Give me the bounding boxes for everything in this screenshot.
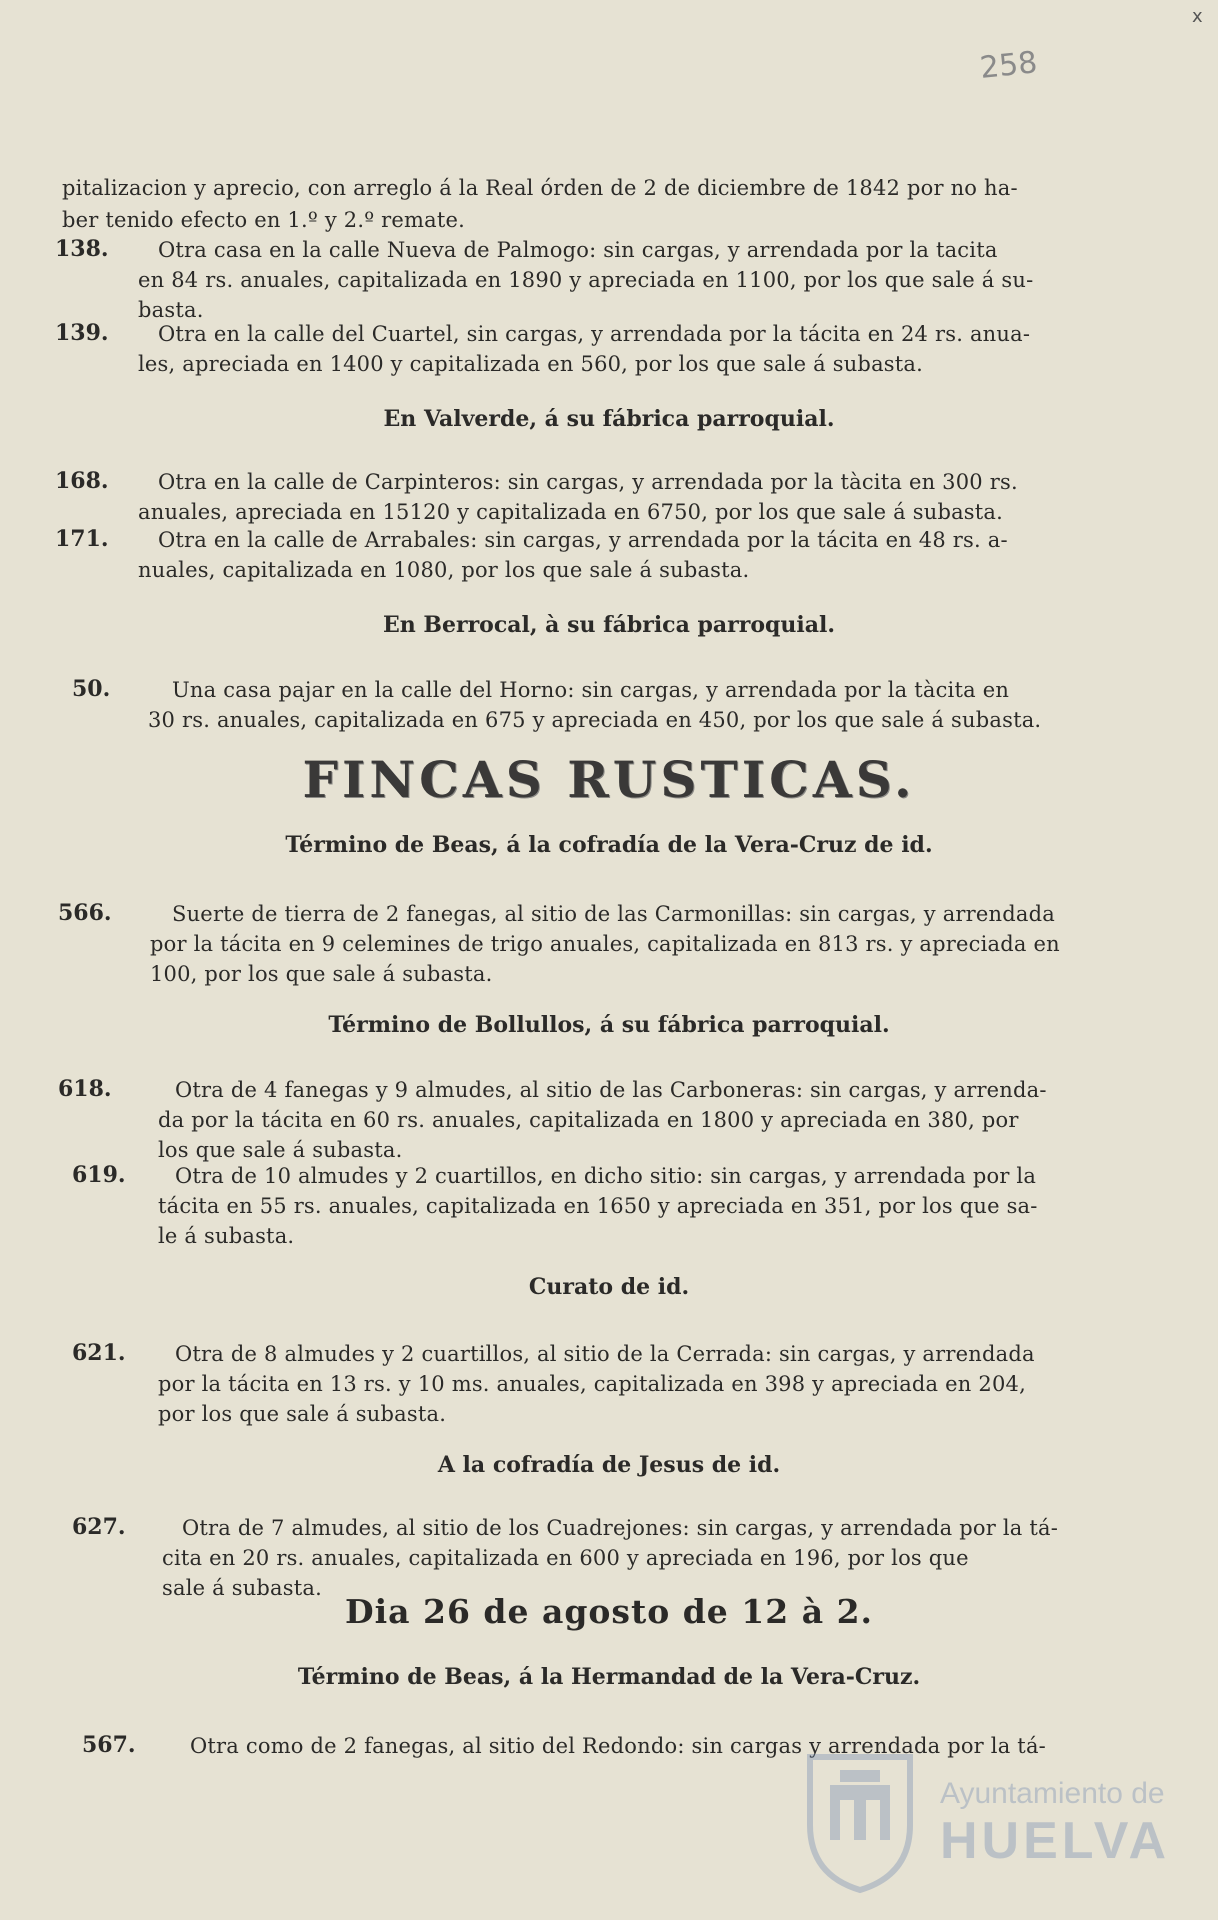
entry-line: por los que sale á subasta. bbox=[158, 1402, 447, 1426]
entry-number: 138. bbox=[55, 236, 109, 262]
entry-line: anuales, apreciada en 15120 y capitalizada en 6750, por los que sale á subasta. bbox=[138, 500, 1004, 524]
section-heading: A la cofradía de Jesus de id. bbox=[437, 1452, 781, 1478]
entry-line: Otra de 7 almudes, al sitio de los Cuadrejones: sin cargas, y arrendada por la tá- bbox=[182, 1516, 1058, 1540]
entry-line: Otra en la calle de Carpinteros: sin cargas, y arrendada por la tàcita en 300 rs. bbox=[158, 470, 1018, 494]
entry-line: Otra en la calle del Cuartel, sin cargas, y arrendada por la tácita en 24 rs. anua- bbox=[158, 322, 1031, 346]
date-title: Dia 26 de agosto de 12 à 2. bbox=[344, 1592, 874, 1631]
intro-line-2: ber tenido efecto en 1.º y 2.º remate. bbox=[62, 208, 465, 232]
shield-icon bbox=[800, 1745, 920, 1895]
corner-mark: x bbox=[1192, 6, 1203, 27]
entry-line: les, apreciada en 1400 y capitalizada en 560, por los que sale á subasta. bbox=[138, 352, 924, 376]
entry-number: 50. bbox=[72, 676, 111, 702]
entry-line: sale á subasta. bbox=[162, 1576, 322, 1600]
entry-line: da por la tácita en 60 rs. anuales, capitalizada en 1800 y apreciada en 380, por bbox=[158, 1108, 1019, 1132]
entry-line: 100, por los que sale á subasta. bbox=[150, 962, 493, 986]
entry-line: Una casa pajar en la calle del Horno: sin cargas, y arrendada por la tàcita en bbox=[172, 678, 1010, 702]
entry-line: Otra en la calle de Arrabales: sin cargas, y arrendada por la tácita en 48 rs. a- bbox=[158, 528, 1008, 552]
entry-number: 168. bbox=[55, 468, 109, 494]
watermark-logo bbox=[800, 1745, 1180, 1895]
entry-number: 171. bbox=[55, 526, 109, 552]
entry-line: por la tácita en 9 celemines de trigo anuales, capitalizada en 813 rs. y apreciada en bbox=[150, 932, 1060, 956]
section-heading: Curato de id. bbox=[528, 1274, 690, 1300]
section-heading: En Valverde, á su fábrica parroquial. bbox=[383, 406, 835, 432]
entry-line: nuales, capitalizada en 1080, por los que sale á subasta. bbox=[138, 558, 750, 582]
section-heading: Término de Beas, á la Hermandad de la Vera-Cruz. bbox=[297, 1664, 921, 1690]
entry-line: cita en 20 rs. anuales, capitalizada en 600 y apreciada en 196, por los que bbox=[162, 1546, 969, 1570]
entry-line: en 84 rs. anuales, capitalizada en 1890 y apreciada en 1100, por los que sale á su- bbox=[138, 268, 1034, 292]
entry-number: 618. bbox=[58, 1076, 112, 1102]
entry-number: 619. bbox=[72, 1162, 126, 1188]
entry-line: basta. bbox=[138, 298, 204, 322]
entry-number: 139. bbox=[55, 320, 109, 346]
entry-number: 621. bbox=[72, 1340, 126, 1366]
entry-number: 567. bbox=[82, 1732, 136, 1758]
page-number: 258 bbox=[978, 45, 1039, 86]
entry-line: Otra de 8 almudes y 2 cuartillos, al sitio de la Cerrada: sin cargas, y arrendada bbox=[175, 1342, 1035, 1366]
entry-line: 30 rs. anuales, capitalizada en 675 y apreciada en 450, por los que sale á subasta. bbox=[148, 708, 1042, 732]
entry-line: Otra de 4 fanegas y 9 almudes, al sitio de las Carboneras: sin cargas, y arrenda- bbox=[175, 1078, 1047, 1102]
entry-line: Otra casa en la calle Nueva de Palmogo: sin cargas, y arrendada por la tacita bbox=[158, 238, 998, 262]
entry-number: 627. bbox=[72, 1514, 126, 1540]
entry-line: le á subasta. bbox=[158, 1224, 295, 1248]
section-heading: Término de Beas, á la cofradía de la Vera-Cruz de id. bbox=[285, 832, 933, 858]
main-title: FINCAS RUSTICAS. bbox=[302, 750, 916, 809]
entry-line: Otra como de 2 fanegas, al sitio del Redondo: sin cargas y arrendada por la tá- bbox=[190, 1734, 1046, 1758]
entry-line: por la tácita en 13 rs. y 10 ms. anuales, capitalizada en 398 y apreciada en 204, bbox=[158, 1372, 1026, 1396]
section-heading: En Berrocal, à su fábrica parroquial. bbox=[382, 612, 835, 638]
entry-line: Suerte de tierra de 2 fanegas, al sitio de las Carmonillas: sin cargas, y arrendada bbox=[172, 902, 1055, 926]
watermark-text: Ayuntamiento de bbox=[940, 1777, 1165, 1810]
entry-line: Otra de 10 almudes y 2 cuartillos, en dicho sitio: sin cargas, y arrendada por la bbox=[175, 1164, 1037, 1188]
section-heading: Término de Bollullos, á su fábrica parroquial. bbox=[328, 1012, 890, 1038]
watermark-text: HUELVA bbox=[940, 1812, 1171, 1870]
entry-line: tácita en 55 rs. anuales, capitalizada en 1650 y apreciada en 351, por los que sa- bbox=[158, 1194, 1038, 1218]
entry-number: 566. bbox=[58, 900, 112, 926]
intro-line-1: pitalizacion y aprecio, con arreglo á la Real órden de 2 de diciembre de 1842 por no ha- bbox=[62, 176, 1018, 200]
entry-line: los que sale á subasta. bbox=[158, 1138, 403, 1162]
